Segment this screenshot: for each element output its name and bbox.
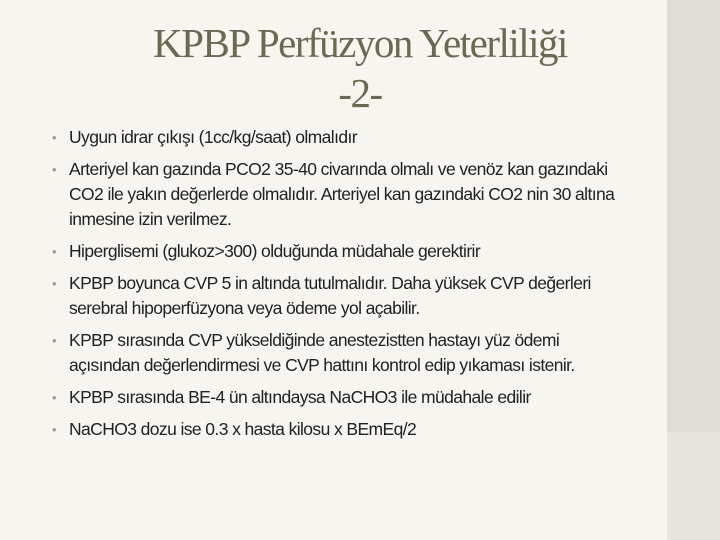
bullet-icon: • xyxy=(52,162,56,177)
title-line-2: -2- xyxy=(338,70,382,116)
bullet-text: Arteriyel kan gazında PCO2 35-40 civarında olmalı ve venöz kan gazındaki CO2 ile yakın değerlerde olmalıdır. Arteriyel kan gazındaki CO2 nin 30 altına inmesine izin verilmez. xyxy=(69,159,615,229)
bullet-icon: • xyxy=(52,333,56,348)
bullet-icon: • xyxy=(52,422,56,437)
bullet-text: KPBP sırasında CVP yükseldiğinde anestezistten hastayı yüz ödemi açısından değerlendirmesi ve CVP hattını kontrol edip yıkaması istenir. xyxy=(69,330,575,375)
bullet-text: Hiperglisemi (glukoz>300) olduğunda müdahale gerektirir xyxy=(69,241,481,261)
list-item xyxy=(52,125,632,150)
bullet-icon: • xyxy=(52,276,56,291)
bullet-text: Uygun idrar çıkışı (1cc/kg/saat) olmalıdır xyxy=(69,127,357,147)
list-item xyxy=(52,271,632,321)
side-bar-decoration xyxy=(667,0,720,432)
list-item xyxy=(52,385,632,410)
slide-title xyxy=(60,18,660,118)
bullet-icon: • xyxy=(52,130,56,145)
list-item xyxy=(52,328,632,378)
title-line-1: KPBP Perfüzyon Yeterliliği xyxy=(153,20,567,66)
bullet-text: KPBP sırasında BE-4 ün altındaysa NaCHO3 ile müdahale edilir xyxy=(69,387,531,407)
bullet-icon: • xyxy=(52,244,56,259)
list-item xyxy=(52,157,632,232)
bullet-text: KPBP boyunca CVP 5 in altında tutulmalıdır. Daha yüksek CVP değerleri serebral hipoperfüzyona veya ödeme yol açabilir. xyxy=(69,273,591,318)
bullet-list xyxy=(52,125,632,449)
bullet-text: NaCHO3 dozu ise 0.3 x hasta kilosu x BEmEq/2 xyxy=(69,419,417,439)
side-bar-decoration-lower xyxy=(667,432,720,540)
list-item xyxy=(52,417,632,442)
list-item xyxy=(52,239,632,264)
bullet-icon: • xyxy=(52,390,56,405)
